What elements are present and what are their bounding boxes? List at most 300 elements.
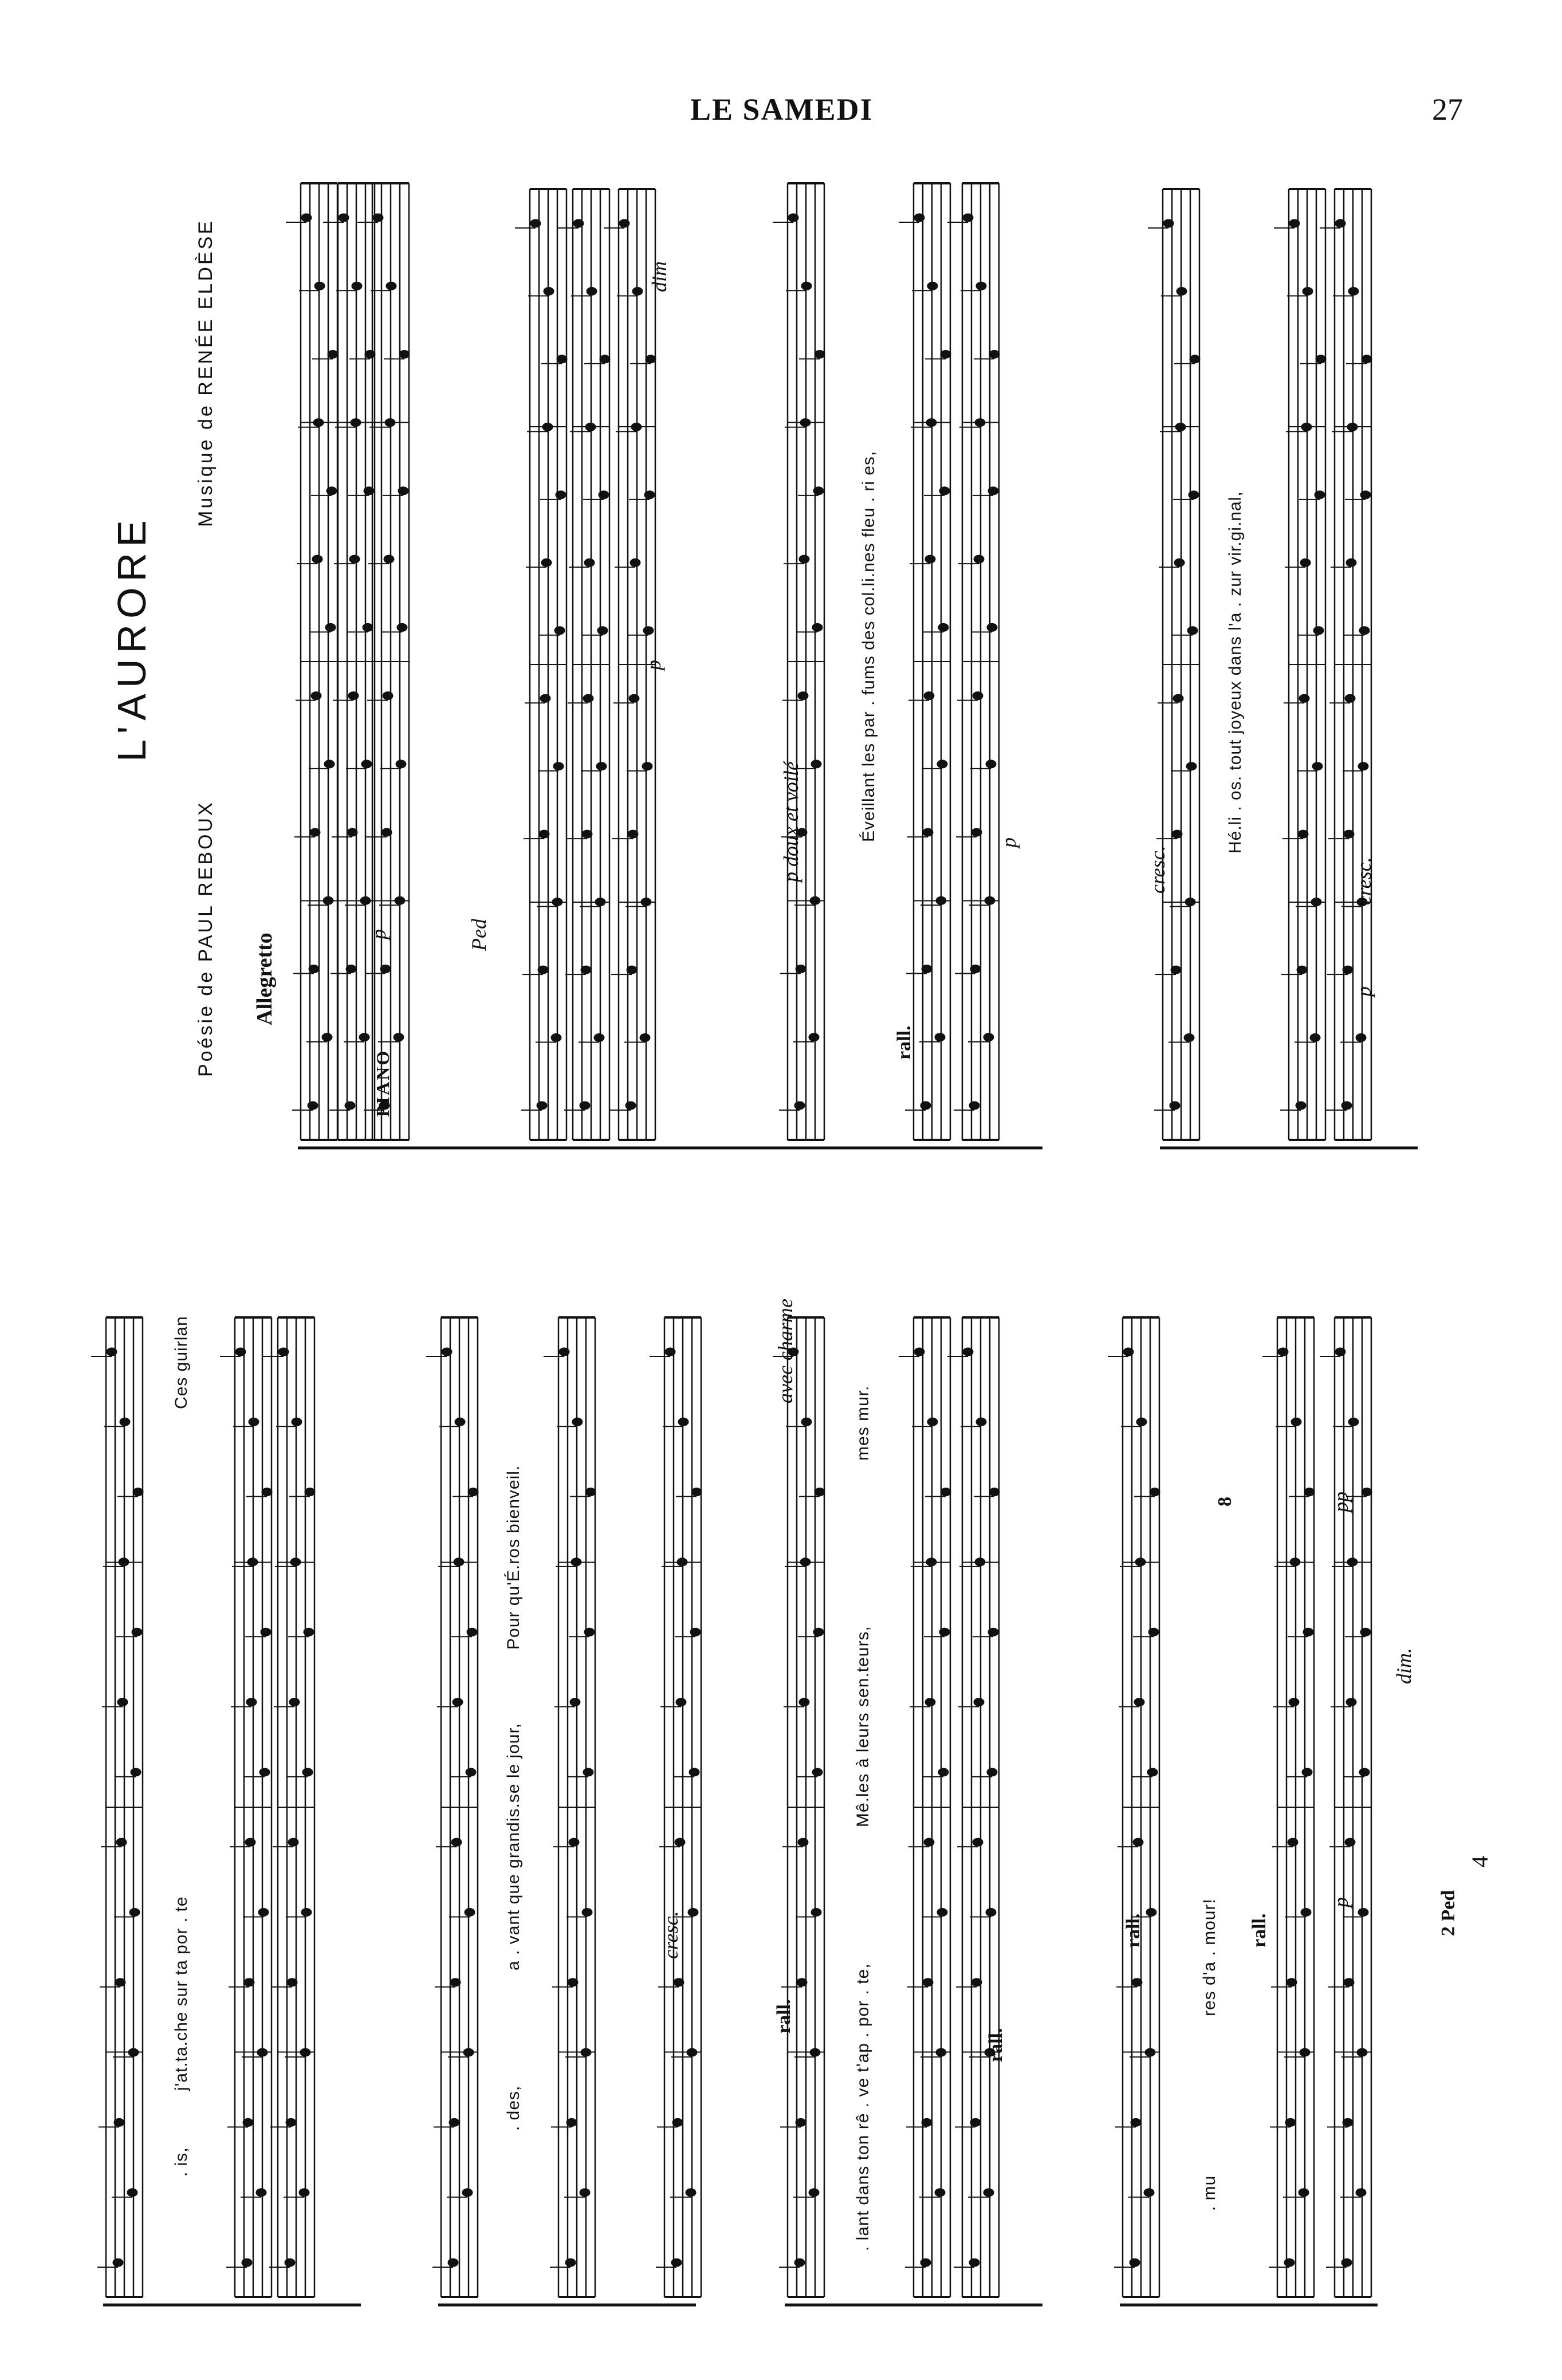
note-head: [580, 1102, 590, 1110]
note-head: [1335, 219, 1345, 227]
note-head: [987, 1768, 997, 1776]
note-head: [541, 558, 552, 567]
note-head: [1145, 2048, 1155, 2056]
note-head: [384, 555, 394, 563]
note-head: [927, 282, 938, 290]
note-head: [923, 1978, 933, 1986]
lyrics-line: . mu: [1200, 2175, 1219, 2211]
note-head: [688, 1908, 698, 1916]
note-head: [107, 1348, 117, 1356]
dim-mark: dim.: [1392, 1648, 1415, 1684]
note-head: [119, 1558, 129, 1566]
note-head: [801, 282, 812, 290]
note-head: [570, 1698, 580, 1706]
cresc-mark: cresc.: [659, 1911, 682, 1959]
note-head: [328, 350, 338, 358]
dynamic-mark: p: [997, 837, 1020, 848]
note-head: [920, 2259, 931, 2267]
note-head: [538, 966, 548, 974]
dynamic-mark: pp: [1329, 1492, 1352, 1512]
note-head: [359, 1033, 369, 1041]
note-head: [246, 1698, 257, 1706]
note-head: [678, 1418, 688, 1426]
note-head: [312, 555, 322, 563]
note-head: [1290, 1558, 1300, 1566]
cresc-mark: cresc.: [1146, 845, 1169, 894]
note-head: [131, 1768, 141, 1776]
note-head: [1299, 694, 1309, 702]
note-head: [594, 1034, 604, 1042]
note-head: [584, 558, 595, 567]
note-head: [1131, 2118, 1141, 2126]
note-head: [544, 287, 554, 295]
note-head: [449, 2118, 459, 2126]
note-head: [468, 1488, 478, 1496]
note-head: [285, 2259, 295, 2267]
note-head: [1356, 1034, 1366, 1042]
note-head: [1148, 1628, 1159, 1636]
note-head: [690, 1628, 701, 1636]
note-head: [249, 1418, 259, 1426]
note-head: [360, 896, 371, 904]
lyrics-line: . lant dans ton rê . ve t'ap . por . te,: [853, 1963, 872, 2251]
note-head: [643, 627, 654, 635]
note-head: [974, 1698, 984, 1706]
note-head: [989, 350, 1000, 358]
note-head: [1302, 1768, 1312, 1776]
note-head: [914, 214, 924, 222]
lyrics-line: Pour qu'É.ros bienveil.: [504, 1465, 523, 1650]
note-head: [308, 1102, 318, 1110]
note-head: [583, 1768, 593, 1776]
note-head: [1345, 1838, 1355, 1846]
note-head: [1135, 1558, 1146, 1566]
note-head: [987, 623, 997, 631]
note-head: [629, 694, 639, 702]
note-head: [809, 1033, 819, 1041]
note-head: [671, 2259, 682, 2267]
note-head: [627, 966, 637, 974]
note-head: [1185, 898, 1195, 906]
dynamic-mark: p: [642, 660, 665, 670]
note-head: [396, 760, 406, 768]
note-head: [1134, 1698, 1144, 1706]
note-head: [794, 2259, 805, 2267]
note-head: [292, 1418, 302, 1426]
note-head: [1286, 1978, 1297, 1986]
note-head: [448, 2259, 458, 2267]
note-head: [442, 1348, 452, 1356]
note-head: [1175, 423, 1186, 431]
note-head: [642, 762, 652, 770]
note-head: [1360, 1628, 1371, 1636]
note-head: [797, 1978, 807, 1986]
lyrics-line: Hé.li . os. tout joyeux dans l'a . zur vir.gi.nal,: [1226, 491, 1245, 853]
note-head: [286, 2118, 296, 2126]
note-head: [969, 1102, 979, 1110]
note-head: [132, 1628, 142, 1636]
note-head: [941, 1488, 951, 1496]
note-head: [585, 423, 596, 431]
note-head: [939, 1628, 950, 1636]
note-head: [989, 1488, 1000, 1496]
running-title: LE SAMEDI: [690, 92, 874, 127]
note-head: [385, 419, 395, 427]
note-head: [1357, 2048, 1367, 2056]
note-head: [242, 2259, 252, 2267]
note-head: [970, 965, 981, 973]
note-head: [585, 1488, 596, 1496]
note-head: [1316, 355, 1326, 363]
note-head: [963, 214, 973, 222]
note-head: [289, 1698, 300, 1706]
note-head: [1170, 1102, 1180, 1110]
note-head: [1189, 491, 1199, 499]
note-head: [552, 898, 562, 906]
note-head: [599, 491, 609, 499]
note-head: [326, 487, 337, 495]
note-head: [983, 2189, 994, 2197]
note-head: [462, 2189, 473, 2197]
lyrics-line: j'at.ta.che sur ta por . te: [172, 1896, 191, 2091]
note-head: [644, 491, 655, 499]
note-head: [1299, 2189, 1309, 2197]
note-head: [559, 1348, 569, 1356]
note-head: [397, 623, 407, 631]
note-head: [351, 419, 361, 427]
note-head: [813, 487, 824, 495]
rall-mark: rall.: [773, 1999, 794, 2033]
note-head: [133, 1488, 143, 1496]
note-head: [1360, 491, 1371, 499]
note-head: [1358, 1908, 1368, 1916]
expression-mark: p doux et voilé: [780, 761, 802, 882]
note-head: [540, 694, 550, 702]
note-head: [794, 1102, 805, 1110]
note-head: [345, 1102, 355, 1110]
note-head: [347, 828, 357, 836]
note-head: [463, 2048, 474, 2056]
lyrics-line: Mê.les à leurs sen.teurs,: [853, 1626, 872, 1827]
note-head: [1289, 219, 1300, 227]
note-head: [640, 1034, 650, 1042]
note-head: [580, 2189, 590, 2197]
note-head: [1298, 830, 1308, 838]
note-head: [1123, 1348, 1134, 1356]
dynamic-mark: p: [1329, 1897, 1352, 1907]
dynamic-mark: p: [1352, 986, 1375, 997]
note-head: [1163, 219, 1174, 227]
note-head: [927, 1418, 938, 1426]
note-head: [677, 1558, 687, 1566]
note-head: [311, 692, 321, 700]
note-head: [1173, 694, 1183, 702]
note-head: [381, 828, 392, 836]
note-head: [573, 219, 584, 227]
note-head: [812, 1768, 823, 1776]
note-head: [1172, 830, 1182, 838]
note-head: [646, 355, 656, 363]
note-head: [1356, 2189, 1366, 2197]
expression-mark: avec charme: [774, 1299, 797, 1403]
pedal-mark: 2 Ped: [1438, 1890, 1459, 1936]
note-head: [1341, 2259, 1352, 2267]
note-head: [1310, 1034, 1320, 1042]
note-head: [129, 1908, 140, 1916]
lyrics-line: . is,: [172, 2147, 191, 2177]
note-head: [815, 350, 825, 358]
note-head: [937, 760, 947, 768]
note-head: [1300, 2048, 1310, 2056]
note-head: [988, 487, 998, 495]
note-head: [1304, 1488, 1315, 1496]
note-head: [127, 2189, 137, 2197]
note-head: [309, 965, 319, 973]
note-head: [971, 828, 982, 836]
note-head: [936, 896, 946, 904]
note-head: [985, 896, 995, 904]
note-head: [938, 1768, 949, 1776]
note-head: [1348, 1418, 1359, 1426]
note-head: [926, 419, 937, 427]
composer-credit: Musique de RENÉE ELDÈSE: [195, 219, 217, 527]
note-head: [398, 487, 408, 495]
note-head: [572, 1418, 583, 1426]
note-head: [1345, 694, 1355, 702]
note-head: [373, 214, 383, 222]
note-head: [630, 558, 640, 567]
note-head: [1187, 627, 1198, 635]
note-head: [1284, 2259, 1295, 2267]
note-head: [935, 1033, 945, 1041]
note-head: [361, 760, 372, 768]
note-head: [1132, 1978, 1142, 1986]
note-head: [796, 2118, 806, 2126]
note-head: [924, 1838, 934, 1846]
note-head: [313, 419, 324, 427]
note-head: [587, 287, 597, 295]
note-head: [113, 2259, 123, 2267]
note-head: [1130, 2259, 1140, 2267]
note-head: [554, 627, 565, 635]
note-head: [1296, 1102, 1306, 1110]
note-head: [619, 219, 629, 227]
note-head: [810, 896, 820, 904]
note-head: [581, 966, 591, 974]
note-head: [924, 692, 934, 700]
note-head: [1184, 1034, 1194, 1042]
note-head: [300, 2048, 310, 2056]
note-head: [1146, 1908, 1156, 1916]
note-head: [117, 1698, 128, 1706]
note-head: [969, 2259, 979, 2267]
note-head: [256, 2189, 266, 2197]
note-head: [1171, 966, 1181, 974]
note-head: [262, 1488, 272, 1496]
note-head: [1177, 287, 1187, 295]
note-head: [811, 760, 821, 768]
note-head: [1300, 558, 1311, 567]
note-head: [938, 623, 949, 631]
rall-mark: rall.: [985, 2028, 1006, 2062]
note-head: [975, 419, 985, 427]
note-head: [235, 1348, 246, 1356]
note-head: [322, 1033, 332, 1041]
note-head: [973, 1838, 983, 1846]
note-head: [1312, 762, 1323, 770]
note-head: [566, 2118, 577, 2126]
song-title: L'AURORE: [109, 514, 154, 762]
note-head: [1346, 1698, 1356, 1706]
note-head: [571, 1558, 581, 1566]
note-head: [813, 1628, 824, 1636]
note-head: [244, 1978, 254, 1986]
note-head: [542, 423, 553, 431]
note-head: [686, 2189, 696, 2197]
note-head: [565, 2259, 576, 2267]
note-head: [812, 623, 823, 631]
note-head: [394, 1033, 404, 1041]
note-head: [625, 1102, 636, 1110]
rall-mark: rall.: [894, 1025, 915, 1060]
note-head: [800, 419, 810, 427]
note-head: [557, 355, 567, 363]
note-head: [1335, 1348, 1345, 1356]
note-head: [305, 1488, 315, 1496]
note-head: [1190, 355, 1200, 363]
lyrics-line: . des,: [504, 2085, 523, 2131]
note-head: [364, 487, 374, 495]
note-head: [687, 2048, 697, 2056]
note-head: [290, 1558, 301, 1566]
lyrics-line: Ces guirlan: [172, 1316, 191, 1409]
note-head: [925, 1698, 935, 1706]
note-head: [675, 1838, 685, 1846]
note-head: [259, 1768, 270, 1776]
lyrics-line: a . vant que grandis.se le jour,: [504, 1722, 523, 1970]
note-head: [800, 1558, 810, 1566]
note-head: [568, 1978, 578, 1986]
rall-mark: rall.: [1123, 1913, 1144, 1948]
note-head: [1150, 1488, 1160, 1496]
note-head: [600, 355, 610, 363]
note-head: [258, 1908, 269, 1916]
note-head: [243, 2118, 253, 2126]
note-head: [1174, 558, 1185, 567]
note-head: [346, 965, 356, 973]
note-head: [310, 828, 320, 836]
note-head: [581, 2048, 591, 2056]
note-head: [324, 760, 335, 768]
note-head: [1289, 1698, 1299, 1706]
note-head: [691, 1488, 702, 1496]
note-head: [386, 282, 396, 290]
note-head: [597, 627, 608, 635]
note-head: [926, 1558, 937, 1566]
note-head: [801, 1418, 812, 1426]
note-head: [261, 1628, 271, 1636]
note-head: [665, 1348, 675, 1356]
note-head: [799, 1698, 809, 1706]
note-head: [1303, 287, 1313, 295]
cresc-mark: cresc.: [1352, 857, 1375, 905]
note-head: [1315, 491, 1325, 499]
note-head: [983, 1033, 994, 1041]
lyrics-line: mes mur.: [853, 1385, 872, 1461]
note-head: [287, 1978, 297, 1986]
ottava-mark: 8: [1214, 1497, 1236, 1506]
note-head: [1346, 558, 1356, 567]
note-head: [1348, 287, 1359, 295]
note-head: [941, 350, 951, 358]
dynamic-mark: p: [367, 929, 390, 939]
note-head: [925, 555, 935, 563]
note-head: [788, 214, 798, 222]
note-head: [539, 830, 549, 838]
note-head: [116, 1838, 127, 1846]
note-head: [595, 898, 605, 906]
note-head: [986, 1908, 996, 1916]
note-head: [1144, 2189, 1154, 2197]
note-head: [1313, 627, 1324, 635]
note-head: [914, 1348, 924, 1356]
note-head: [935, 2189, 945, 2197]
tempo-marking: Allegretto: [253, 933, 277, 1025]
note-head: [676, 1698, 686, 1706]
note-head: [1344, 830, 1354, 838]
page-mark: 4: [1467, 1856, 1493, 1867]
note-head: [1297, 966, 1307, 974]
pedal-mark: Ped: [467, 919, 490, 951]
note-head: [689, 1768, 699, 1776]
note-head: [937, 1908, 947, 1916]
note-head: [1347, 1558, 1358, 1566]
note-head: [922, 2118, 932, 2126]
note-head: [365, 350, 375, 358]
note-head: [339, 214, 349, 222]
note-head: [299, 2189, 309, 2197]
note-head: [1186, 762, 1197, 770]
note-head: [288, 1838, 298, 1846]
note-head: [114, 2118, 124, 2126]
note-head: [1359, 1768, 1370, 1776]
note-head: [301, 1908, 312, 1916]
note-head: [1362, 1488, 1372, 1496]
note-head: [465, 1908, 475, 1916]
note-head: [1278, 1348, 1288, 1356]
note-head: [809, 2189, 819, 2197]
note-head: [1311, 898, 1321, 906]
note-head: [1359, 627, 1370, 635]
note-head: [976, 1418, 986, 1426]
note-head: [450, 1978, 461, 1986]
note-head: [674, 1978, 684, 1986]
note-head: [970, 2118, 981, 2126]
note-head: [974, 555, 984, 563]
note-head: [986, 760, 996, 768]
note-head: [1347, 423, 1358, 431]
note-head: [349, 555, 360, 563]
note-head: [455, 1418, 465, 1426]
note-head: [553, 762, 564, 770]
note-head: [973, 692, 983, 700]
note-head: [1341, 1102, 1352, 1110]
note-head: [1288, 1838, 1298, 1846]
note-head: [467, 1628, 477, 1636]
note-head: [922, 965, 932, 973]
page-number: 27: [1432, 92, 1463, 127]
note-head: [631, 423, 642, 431]
